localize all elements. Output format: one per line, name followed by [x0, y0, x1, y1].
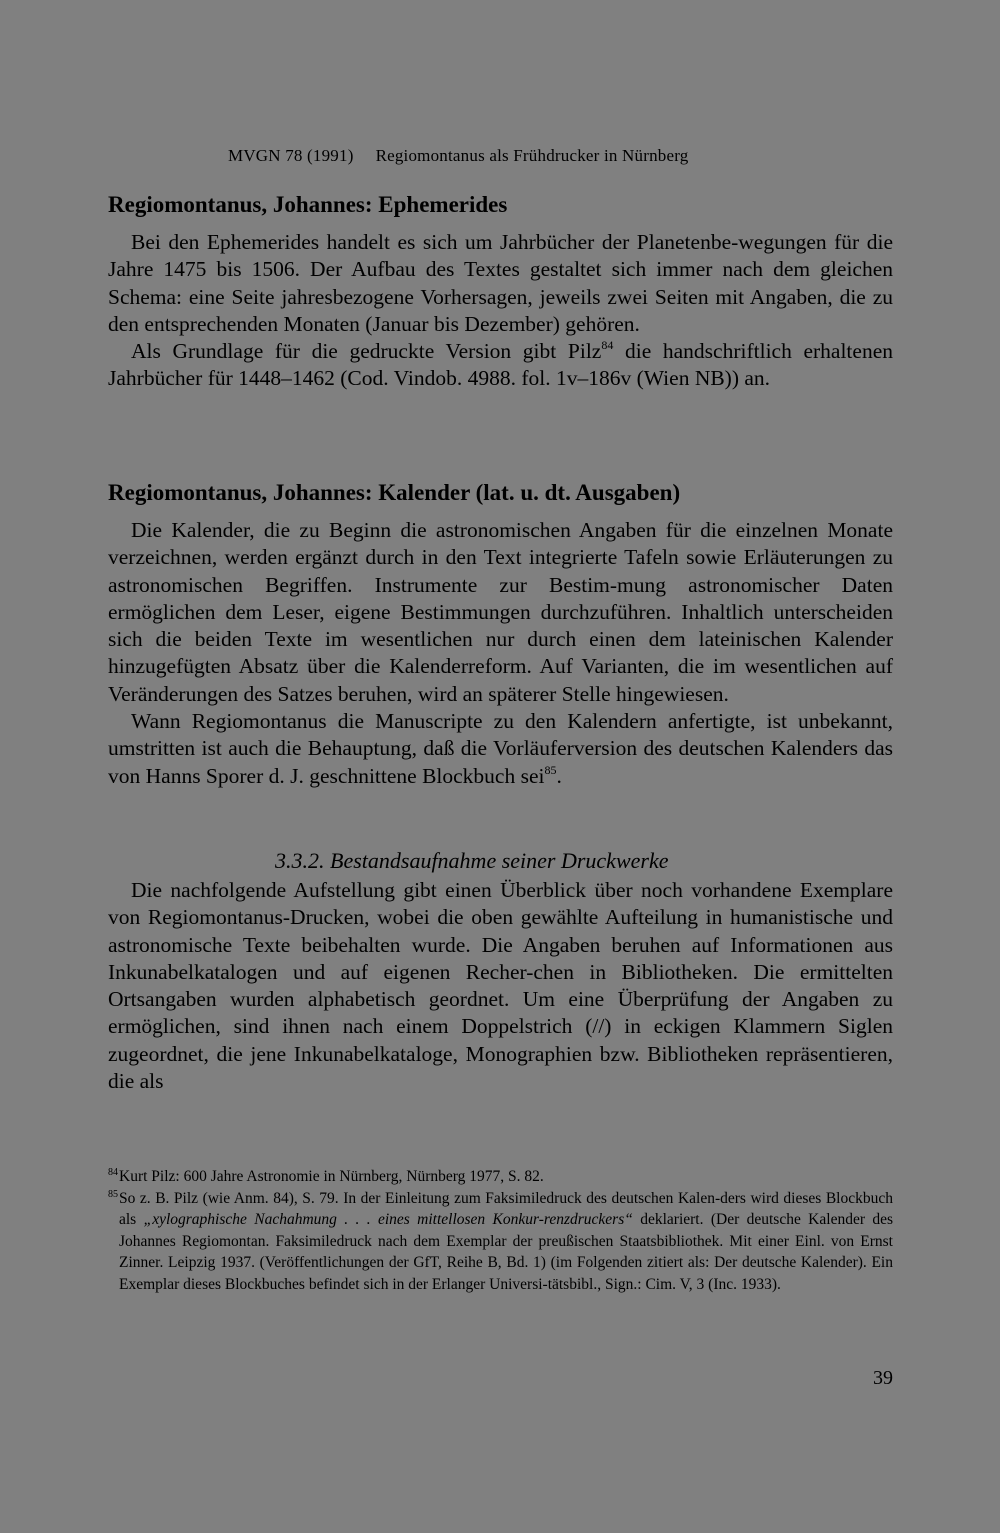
section-bestandsaufnahme — [108, 877, 893, 1095]
paragraph: Die Kalender, die zu Beginn die astronomischen Angaben für die einzelnen Monate verzeichnen, werden ergänzt durch in den Text integrierte Tafeln sowie Erläuterungen zu astronomischen Begriffen. Instrumente zur Bestim-mung astronomischer Daten ermöglichen dem Leser, eigene Bestimmungen durchzuführen. Inhaltlich unterscheiden sich die beiden Texte im wesentlichen nur durch einen dem lateinischen Kalender hinzugefügten Absatz über die Kalenderreform. Auf Varianten, die im wesentlichen auf Veränderungen des Satzes beruhen, wird an späterer Stelle hingewiesen. — [108, 518, 893, 706]
heading-title: Kalender (lat. u. dt. Ausgaben) — [372, 480, 681, 505]
section-ephemerides — [108, 191, 893, 393]
running-title: Regiomontanus als Frühdrucker in Nürnberg — [375, 146, 689, 165]
subsection-heading: 3.3.2. Bestandsaufnahme seiner Druckwerke — [275, 848, 669, 873]
section-heading — [108, 191, 893, 219]
heading-author: Regiomontanus, Johannes: — [108, 192, 373, 217]
page-number: 39 — [873, 1367, 893, 1389]
paragraph: Bei den Ephemerides handelt es sich um Jahrbücher der Planetenbe-wegungen für die Jahre 1475 bis 1506. Der Aufbau des Textes gestaltet sich immer nach dem gleichen Schema: eine Seite jahresbezogene Vorhersagen, jeweils zwei Seiten mit Angaben, die zu den entsprechenden Monaten (Januar bis Dezember) gehören. — [108, 230, 893, 336]
journal-reference: MVGN 78 (1991) — [228, 146, 354, 165]
footnote-ref-85[interactable]: 85 — [544, 762, 557, 777]
running-head — [228, 146, 893, 166]
footnote-number: 84 — [108, 1167, 118, 1178]
heading-title: Ephemerides — [372, 192, 508, 217]
footnote-number: 85 — [108, 1188, 118, 1200]
footnotes — [108, 1166, 893, 1295]
heading-author: Regiomontanus, Johannes: — [108, 480, 373, 505]
paragraph: Die nachfolgende Aufstellung gibt einen Überblick über noch vorhandene Exemplare von Regiomontanus-Drucken, wobei die oben gewählte Aufteilung in humanistische und astronomische Texte beibehalten wurde. Die Angaben beruhen auf Informationen aus Inkunabelkatalogen und auf eigenen Recher-chen in Bibliotheken. Die ermittelten Ortsangaben wurden alphabetisch geordnet. Um eine Überprüfung der Angaben zu ermöglichen, sind ihnen nach einem Doppelstrich (//) in eckigen Klammern Siglen zugeordnet, die jene Inkunabelkataloge, Monographien bzw. Bibliotheken repräsentieren, die als — [108, 878, 893, 1094]
footnote-85: 85 So z. B. Pilz (wie Anm. 84), S. 79. In der Einleitung zum Faksimiledruck des deutschen Kalen-ders wird dieses Blockbuch als „xylographische Nachahmung . . . eines mittellosen Konkur-renzdruckers“ deklariert. (Der deutsche Kalender des Johannes Regiomontan. Faksimiledruck nach dem Exemplar der preußischen Staatsbibliothek. Mit einer Einl. von Ernst Zinner. Leipzig 1937. (Veröffentlichungen der GfT, Reihe B, Bd. 1) (im Folgenden zitiert als: Der deutsche Kalender). Ein Exemplar dieses Blockbuches befindet sich in der Erlanger Universi-tätsbibl., Sign.: Cim. V, 3 (Inc. 1933). — [108, 1188, 894, 1293]
paragraph: Wann Regiomontanus die Manuscripte zu den Kalendern anfertigte, ist unbekannt, umstritten ist auch die Behauptung, daß die Vorläuferversion des deutschen Kalenders das von Hanns Sporer d. J. geschnittene Blockbuch sei$^{85}$. — [108, 709, 893, 788]
paragraph: Als Grundlage für die gedruckte Version gibt Pilz$^{84}$ die handschriftlich erhaltenen Jahrbücher für 1448–1462 (Cod. Vindob. 4988. fol. 1v–186v (Wien NB)) an. — [108, 338, 893, 391]
footnote-ref-84[interactable]: 84 — [601, 338, 614, 353]
section-kalender — [108, 479, 893, 790]
document-page — [108, 0, 893, 1533]
section-heading — [108, 479, 893, 507]
footnote-84: 84 Kurt Pilz: 600 Jahre Astronomie in Nürnberg, Nürnberg 1977, S. 82. — [108, 1167, 544, 1185]
